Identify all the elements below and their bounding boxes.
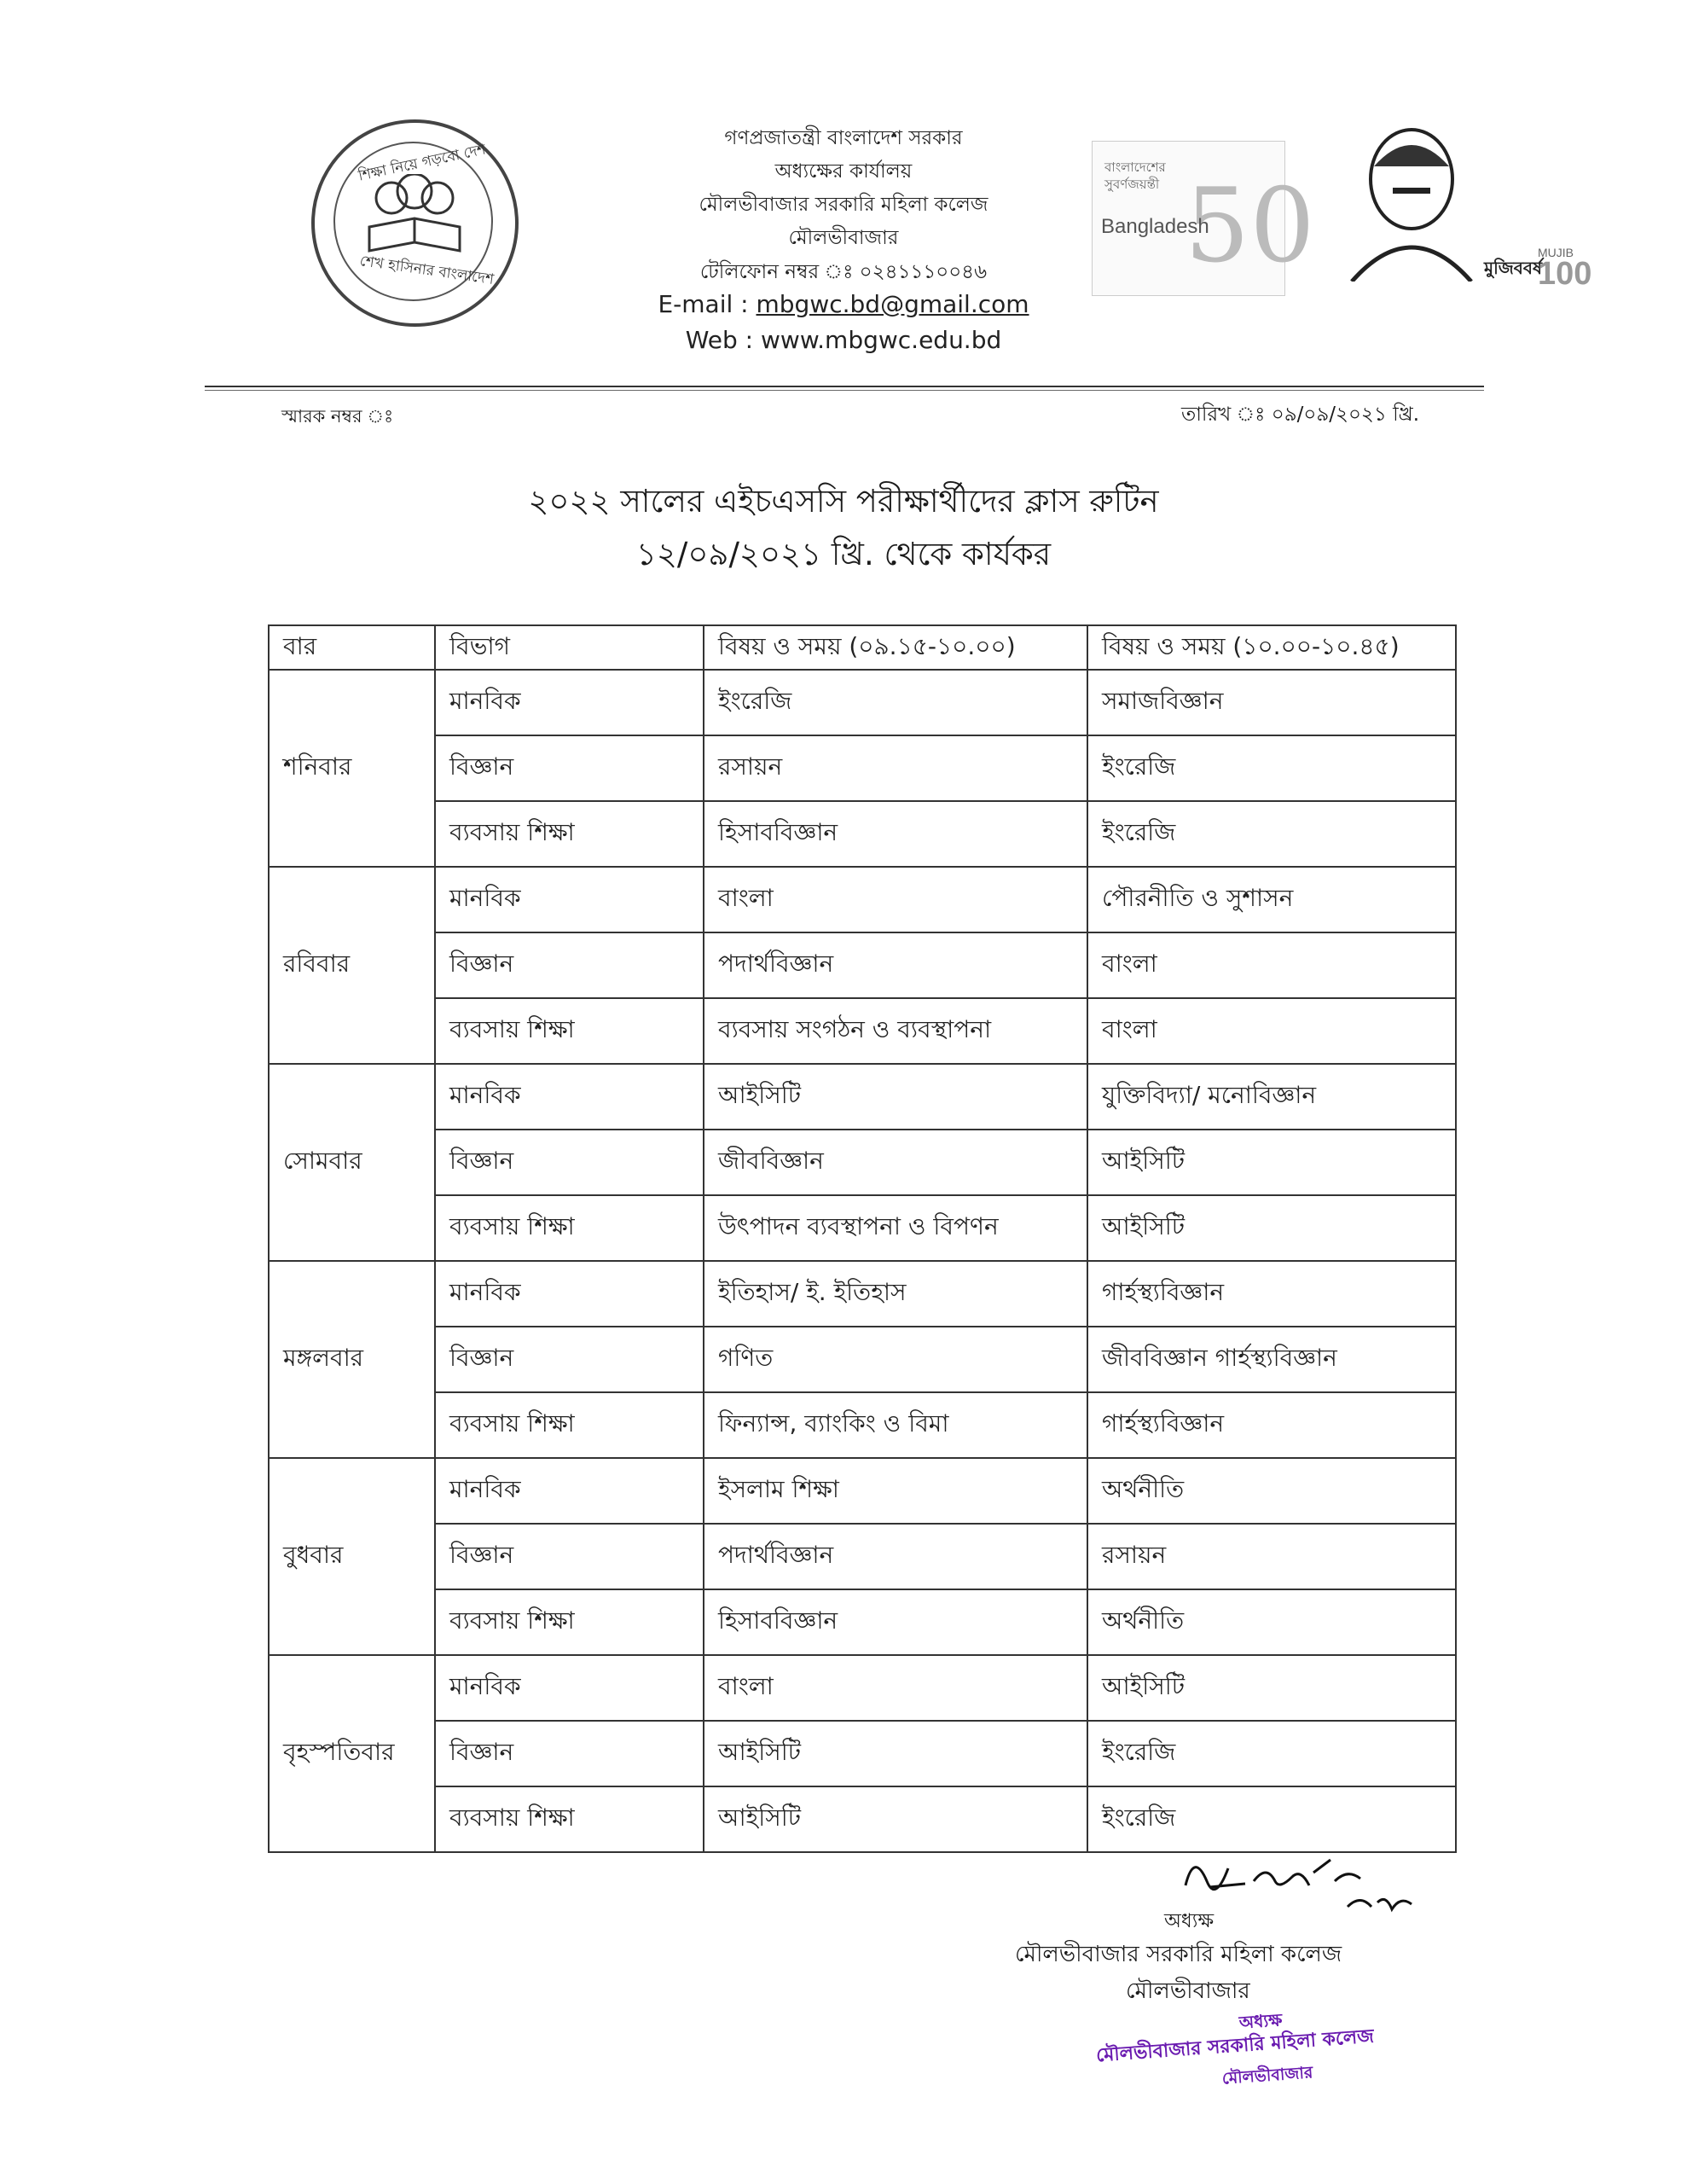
period-2-subject-cell: ইংরেজি	[1087, 735, 1456, 801]
stamp-college: মৌলভীবাজার সরকারি মহিলা কলেজ	[1095, 2025, 1375, 2067]
department-cell: মানবিক	[435, 1458, 704, 1524]
period-2-subject-cell: অর্থনীতি	[1087, 1589, 1456, 1655]
table-row	[269, 1721, 1456, 1786]
period-1-subject-cell: উৎপাদন ব্যবস্থাপনা ও বিপণন	[704, 1195, 1087, 1261]
period-1-subject-cell: বাংলা	[704, 1655, 1087, 1721]
department-cell: মানবিক	[435, 670, 704, 735]
stamp-title: অধ্যক্ষ	[1238, 2009, 1284, 2033]
portrait-icon	[1343, 119, 1480, 282]
period-2-subject-cell: বাংলা	[1087, 998, 1456, 1064]
table-row	[269, 801, 1456, 867]
period-1-subject-cell: ব্যবসায় সংগঠন ও ব্যবস্থাপনা	[704, 998, 1087, 1064]
table-row	[269, 1458, 1456, 1524]
table-row	[269, 1524, 1456, 1589]
period-1-subject-cell: গণিত	[704, 1327, 1087, 1392]
period-2-subject-cell: অর্থনীতি	[1087, 1458, 1456, 1524]
department-cell: মানবিক	[435, 867, 704, 932]
table-row	[269, 932, 1456, 998]
period-2-subject-cell: ইংরেজি	[1087, 801, 1456, 867]
signatory-title: অধ্যক্ষ	[1164, 1910, 1215, 1932]
table-row	[269, 1655, 1456, 1721]
table-row	[269, 867, 1456, 932]
bd50-small-text: বাংলাদেশের সুবর্ণজয়ন্তী	[1104, 160, 1166, 192]
table-row	[269, 1392, 1456, 1458]
day-cell: বৃহস্পতিবার	[269, 1655, 435, 1852]
period-1-subject-cell: হিসাববিজ্ঞান	[704, 801, 1087, 867]
routine-title: ২০২২ সালের এইচএসসি পরীক্ষার্থীদের ক্লাস রুটিন	[528, 483, 1159, 520]
bangladesh-50-logo	[1092, 141, 1315, 296]
table-header-row	[269, 625, 1456, 670]
department-cell: বিজ্ঞান	[435, 1327, 704, 1392]
header-college: মৌলভীবাজার সরকারি মহিলা কলেজ	[699, 194, 988, 216]
header-department: বিভাগ	[435, 625, 704, 670]
department-cell: ব্যবসায় শিক্ষা	[435, 1786, 704, 1852]
department-cell: মানবিক	[435, 1655, 704, 1721]
department-cell: বিজ্ঞান	[435, 1721, 704, 1786]
issue-date: তারিখ ঃ ০৯/০৯/২০২১ খ্রি.	[1181, 404, 1420, 426]
official-stamp	[1096, 2009, 1454, 2146]
table-row	[269, 998, 1456, 1064]
department-cell: ব্যবসায় শিক্ষা	[435, 1195, 704, 1261]
mujib-100-logo	[1326, 119, 1592, 299]
period-1-subject-cell: আইসিটি	[704, 1786, 1087, 1852]
period-1-subject-cell: বাংলা	[704, 867, 1087, 932]
period-2-subject-cell: গার্হস্থ্যবিজ্ঞান	[1087, 1392, 1456, 1458]
mujib-100-number: 100	[1538, 256, 1592, 292]
stamp-location: মৌলভীবাজার	[1221, 2063, 1313, 2088]
department-cell: বিজ্ঞান	[435, 1130, 704, 1195]
period-2-subject-cell: ইংরেজি	[1087, 1786, 1456, 1852]
department-cell: বিজ্ঞান	[435, 932, 704, 998]
period-1-subject-cell: হিসাববিজ্ঞান	[704, 1589, 1087, 1655]
day-cell: শনিবার	[269, 670, 435, 867]
department-cell: ব্যবসায় শিক্ষা	[435, 1392, 704, 1458]
period-2-subject-cell: বাংলা	[1087, 932, 1456, 998]
period-2-subject-cell: ইংরেজি	[1087, 1721, 1456, 1786]
period-1-subject-cell: ইংরেজি	[704, 670, 1087, 735]
table-body	[269, 670, 1456, 1852]
day-cell: বুধবার	[269, 1458, 435, 1655]
period-1-subject-cell: জীববিজ্ঞান	[704, 1130, 1087, 1195]
mujib-en-text: MUJIB	[1538, 246, 1574, 259]
bd50-word: Bangladesh	[1101, 215, 1209, 238]
period-2-subject-cell: যুক্তিবিদ্যা/ মনোবিজ্ঞান	[1087, 1064, 1456, 1130]
header-govt: গণপ্রজাতন্ত্রী বাংলাদেশ সরকার	[724, 127, 963, 149]
table-row	[269, 1130, 1456, 1195]
header-day: বার	[269, 625, 435, 670]
table-row	[269, 1261, 1456, 1327]
class-routine-table	[268, 624, 1457, 1853]
seal-top-text: শিক্ষা নিয়ে গড়বো দেশ	[357, 141, 488, 185]
department-cell: বিজ্ঞান	[435, 735, 704, 801]
period-1-subject-cell: পদার্থবিজ্ঞান	[704, 932, 1087, 998]
period-2-subject-cell: আইসিটি	[1087, 1195, 1456, 1261]
department-cell: মানবিক	[435, 1064, 704, 1130]
period-2-subject-cell: গার্হস্থ্যবিজ্ঞান	[1087, 1261, 1456, 1327]
reference-number: স্মারক নম্বর ঃ	[281, 406, 394, 427]
department-cell: ব্যবসায় শিক্ষা	[435, 998, 704, 1064]
period-1-subject-cell: ইসলাম শিক্ষা	[704, 1458, 1087, 1524]
period-2-subject-cell: আইসিটি	[1087, 1655, 1456, 1721]
period-2-subject-cell: রসায়ন	[1087, 1524, 1456, 1589]
signatory-college: মৌলভীবাজার সরকারি মহিলা কলেজ	[1015, 1942, 1342, 1967]
period-2-subject-cell: আইসিটি	[1087, 1130, 1456, 1195]
email-link[interactable]: mbgwc.bd@gmail.com	[756, 290, 1029, 318]
table-row	[269, 735, 1456, 801]
mujib-word: মুজিববর্ষ	[1484, 258, 1543, 278]
header-period-1: বিষয় ও সময় (০৯.১৫-১০.০০)	[704, 625, 1087, 670]
department-cell: ব্যবসায় শিক্ষা	[435, 1589, 704, 1655]
table-row	[269, 1589, 1456, 1655]
table-row	[269, 1327, 1456, 1392]
bd50-number: 50	[1185, 167, 1315, 286]
header-office: অধ্যক্ষের কার্যালয়	[774, 160, 913, 183]
header-web: Web : www.mbgwc.edu.bd	[685, 326, 1002, 354]
day-cell: সোমবার	[269, 1064, 435, 1261]
signatory-location: মৌলভীবাজার	[1126, 1978, 1250, 2004]
period-1-subject-cell: আইসিটি	[704, 1064, 1087, 1130]
header-period-2: বিষয় ও সময় (১০.০০-১০.৪৫)	[1087, 625, 1456, 670]
department-cell: ব্যবসায় শিক্ষা	[435, 801, 704, 867]
email-label: E-mail :	[658, 290, 757, 318]
table-row	[269, 1064, 1456, 1130]
period-2-subject-cell: পৌরনীতি ও সুশাসন	[1087, 867, 1456, 932]
header-location: মৌলভীবাজার	[788, 227, 899, 249]
day-cell: মঙ্গলবার	[269, 1261, 435, 1458]
department-cell: বিজ্ঞান	[435, 1524, 704, 1589]
day-cell: রবিবার	[269, 867, 435, 1064]
table-row	[269, 670, 1456, 735]
period-1-subject-cell: রসায়ন	[704, 735, 1087, 801]
header-divider-thin	[205, 390, 1484, 391]
seal-bottom-text: শেখ হাসিনার বাংলাদেশ	[358, 253, 496, 288]
period-1-subject-cell: ফিন্যান্স, ব্যাংকিং ও বিমা	[704, 1392, 1087, 1458]
department-cell: মানবিক	[435, 1261, 704, 1327]
header-phone: টেলিফোন নম্বর ঃ ০২৪১১১০০৪৬	[699, 261, 988, 283]
period-1-subject-cell: পদার্থবিজ্ঞান	[704, 1524, 1087, 1589]
period-2-subject-cell: জীববিজ্ঞান গার্হস্থ্যবিজ্ঞান	[1087, 1327, 1456, 1392]
header-divider	[205, 386, 1484, 387]
routine-effective-date: ১২/০৯/২০২১ খ্রি. থেকে কার্যকর	[635, 536, 1052, 572]
table-row	[269, 1195, 1456, 1261]
period-1-subject-cell: ইতিহাস/ ই. ইতিহাস	[704, 1261, 1087, 1327]
period-1-subject-cell: আইসিটি	[704, 1721, 1087, 1786]
period-2-subject-cell: সমাজবিজ্ঞান	[1087, 670, 1456, 735]
